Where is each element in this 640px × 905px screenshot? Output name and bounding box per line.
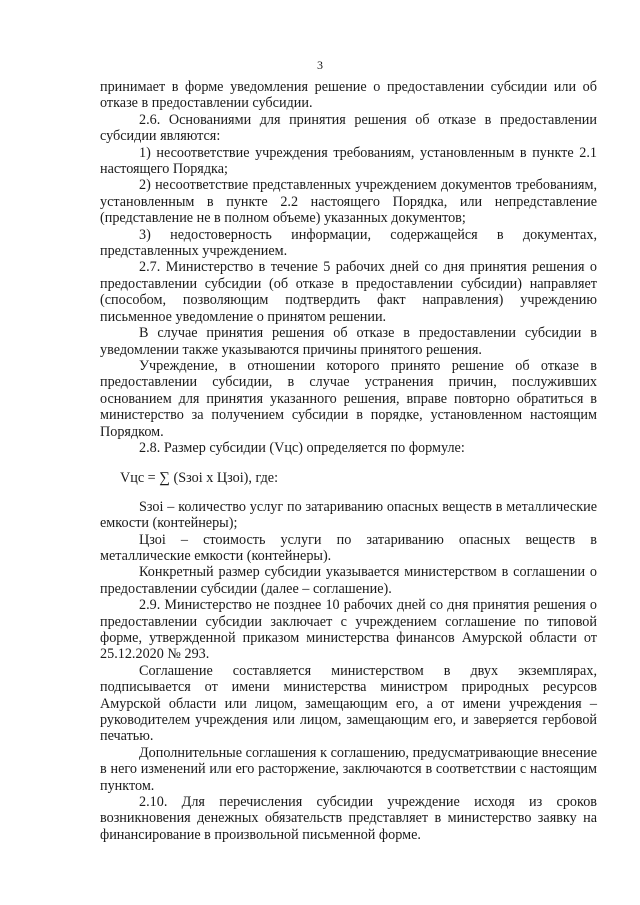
list-item-3: 3) недостоверность информации, содержащейся в документах, представленных учреждением. [100,226,597,260]
paragraph: Учреждение, в отношении которого принято решение об отказе в предоставлении субсидии, в случае устранения причин, послуживших основанием для принятия указанного решения, вправе повторно обратиться в министерство за получением субсидии в порядке, установленном настоящим Порядком. [100,357,597,440]
page-number: 3 [317,58,323,72]
paragraph-2-7: 2.7. Министерство в течение 5 рабочих дней со дня принятия решения о предоставлении субсидии (об отказе в предоставлении субсидии) направляет (способом, позволяющим подтвердить факт направления) учреждению письменное уведомление о принятом решении. [100,259,597,325]
paragraph-2-6: 2.6. Основаниями для принятия решения об отказе в предоставлении субсидии являются: [100,111,597,145]
paragraph: принимает в форме уведомления решение о предоставлении субсидии или об отказе в предоставлении субсидии. [100,79,597,112]
list-item-2: 2) несоответствие представленных учреждением документов требованиям, установленным в пункте 2.2 настоящего Порядка, или непредставление (представление не в полном объеме) указанных документов; [100,177,597,227]
paragraph-2-10: 2.10. Для перечисления субсидии учреждение исходя из сроков возникновения денежных обязательств представляет в министерство заявку на финансирование в произвольной письменной форме. [100,794,597,843]
paragraph-2-9: 2.9. Министерство не позднее 10 рабочих дней со дня принятия решения о предоставлении субсидии заключает с учреждением соглашение по типовой форме, утвержденной приказом министерства финансов Амурской области от 25.12.2020 № 293. [100,597,597,663]
paragraph: Конкретный размер субсидии указывается министерством в соглашении о предоставлении субсидии (далее – соглашение). [100,564,597,597]
formula-variable-c: Цзоi – стоимость услуги по затариванию опасных веществ в металлические емкости (контейнеры). [100,531,597,564]
document-body [100,79,597,843]
list-item-1: 1) несоответствие учреждения требованиям, установленным в пункте 2.1 настоящего Порядка; [100,144,597,178]
paragraph: Дополнительные соглашения к соглашению, предусматривающие внесение в него изменений или его расторжение, заключаются в соответствии с настоящим пунктом. [100,744,597,794]
paragraph-2-8: 2.8. Размер субсидии (Vцс) определяется по формуле: [139,439,465,456]
formula-lhs: Vцс = [120,470,156,487]
paragraph: В случае принятия решения об отказе в предоставлении субсидии в уведомлении также указываются причины принятого решения. [100,325,597,358]
subsidy-formula [100,470,597,486]
paragraph: Соглашение составляется министерством в двух экземплярах, подписывается от имени министерства министром природных ресурсов Амурской области или лицом, замещающим его, а от имени учреждения – руководителем учреждения или лицом, замещающим его, и заверяется гербовой печатью. [100,662,597,745]
sum-symbol: ∑ [159,470,170,487]
formula-variable-s: Sзоi – количество услуг по затариванию опасных веществ в металлические емкости (контейнеры); [100,498,597,532]
formula-rhs: (Sзоi х Цзоi), где: [173,470,279,487]
